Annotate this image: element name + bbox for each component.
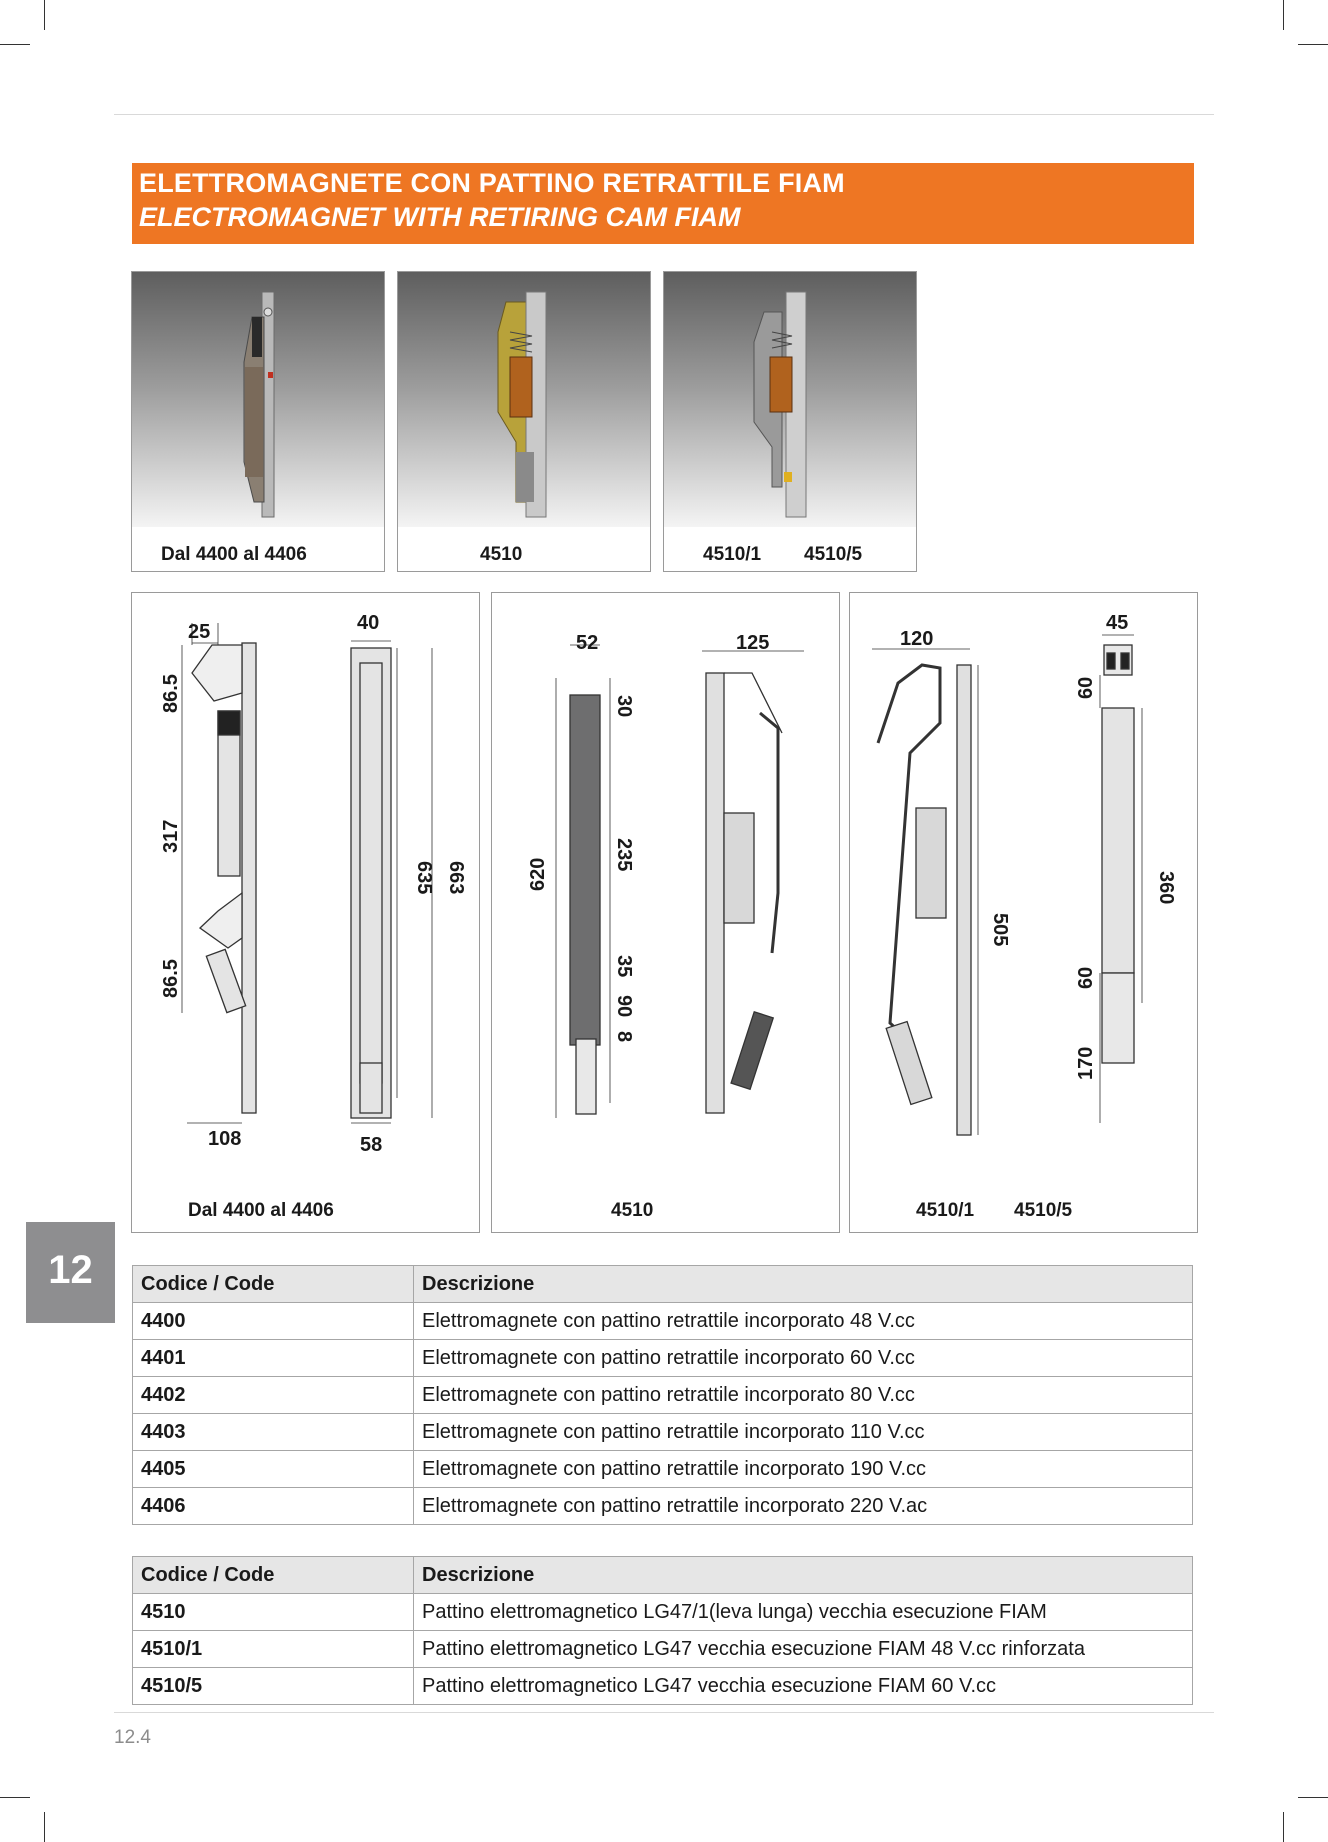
crop-mark <box>1298 44 1328 45</box>
dimension-label: 60 <box>1075 966 1097 989</box>
crop-mark <box>1298 1797 1328 1798</box>
crop-mark <box>44 0 45 30</box>
code-cell: 4400 <box>133 1303 414 1340</box>
photo-caption: 4510/5 <box>804 544 863 565</box>
section-tab <box>26 1222 115 1323</box>
code-cell: 4403 <box>133 1414 414 1451</box>
code-cell: 4402 <box>133 1377 414 1414</box>
dimension-label: 505 <box>989 913 1011 947</box>
technical-drawing-4510 <box>491 592 840 1233</box>
dimension-label: 45 <box>1106 612 1129 634</box>
code-cell: 4510 <box>133 1594 414 1631</box>
code-cell: 4401 <box>133 1340 414 1377</box>
table-row <box>133 1488 1193 1525</box>
drawing-caption: 4510/5 <box>1014 1200 1073 1221</box>
dimension-label: 108 <box>208 1128 242 1150</box>
dimension-label: 125 <box>736 632 770 654</box>
drawing-caption: 4510 <box>611 1200 654 1221</box>
description-cell: Elettromagnete con pattino retrattile incorporato 60 V.cc <box>414 1340 1193 1377</box>
table-row <box>133 1303 1193 1340</box>
dimension-label: 30 <box>613 695 635 718</box>
product-photo-4510-1 <box>663 271 917 572</box>
crop-mark <box>44 1812 45 1842</box>
description-cell: Elettromagnete con pattino retrattile incorporato 48 V.cc <box>414 1303 1193 1340</box>
dimension-label: 35 <box>613 955 635 978</box>
crop-mark <box>1283 0 1284 30</box>
dimension-drawing <box>132 593 481 1234</box>
description-cell: Elettromagnete con pattino retrattile incorporato 190 V.cc <box>414 1451 1193 1488</box>
table-header-row <box>133 1266 1193 1303</box>
description-cell: Pattino elettromagnetico LG47 vecchia esecuzione FIAM 48 V.cc rinforzata <box>414 1631 1193 1668</box>
dimension-label: 235 <box>613 838 635 872</box>
drawing-caption: 4510/1 <box>916 1200 975 1221</box>
dimension-label: 8 <box>613 1031 635 1043</box>
electromagnet-photo-illustration <box>664 272 916 527</box>
table-header-row <box>133 1557 1193 1594</box>
title-english: ELECTROMAGNET WITH RETIRING CAM FIAM <box>139 202 741 232</box>
crop-mark <box>0 1797 30 1798</box>
column-header-description: Descrizione <box>414 1266 1193 1303</box>
table-row <box>133 1668 1193 1705</box>
photo-caption: 4510 <box>480 544 523 565</box>
code-cell: 4510/5 <box>133 1668 414 1705</box>
table-row <box>133 1377 1193 1414</box>
dimension-label: 60 <box>1075 676 1097 699</box>
product-photo-4510 <box>397 271 651 572</box>
code-cell: 4510/1 <box>133 1631 414 1668</box>
table-row <box>133 1340 1193 1377</box>
description-cell: Elettromagnete con pattino retrattile incorporato 220 V.ac <box>414 1488 1193 1525</box>
column-header-description: Descrizione <box>414 1557 1193 1594</box>
description-cell: Pattino elettromagnetico LG47 vecchia esecuzione FIAM 60 V.cc <box>414 1668 1193 1705</box>
dimension-drawing <box>850 593 1199 1234</box>
dimension-label: 635 <box>413 861 435 895</box>
dimension-label: 360 <box>1155 871 1177 905</box>
electromagnet-photo-illustration <box>132 272 384 527</box>
codes-table-4400 <box>132 1265 1193 1525</box>
crop-mark <box>0 44 30 45</box>
dimension-label: 620 <box>527 857 549 891</box>
header-rule <box>114 114 1214 115</box>
dimension-drawing <box>492 593 841 1234</box>
section-number: 12 <box>48 1248 93 1292</box>
dimension-label: 40 <box>357 612 380 634</box>
description-cell: Pattino elettromagnetico LG47/1(leva lunga) vecchia esecuzione FIAM <box>414 1594 1193 1631</box>
description-cell: Elettromagnete con pattino retrattile incorporato 110 V.cc <box>414 1414 1193 1451</box>
code-cell: 4406 <box>133 1488 414 1525</box>
table-row <box>133 1451 1193 1488</box>
dimension-label: 52 <box>576 632 599 654</box>
footer-rule <box>114 1712 1214 1713</box>
column-header-code: Codice / Code <box>133 1557 414 1594</box>
page-number: 12.4 <box>114 1727 151 1748</box>
dimension-label: 86.5 <box>160 959 182 998</box>
dimension-label: 90 <box>613 995 635 1018</box>
column-header-code: Codice / Code <box>133 1266 414 1303</box>
photo-caption: Dal 4400 al 4406 <box>161 544 307 565</box>
codes-table-4510 <box>132 1556 1193 1705</box>
electromagnet-photo-illustration <box>398 272 650 527</box>
technical-drawing-4510-1 <box>849 592 1198 1233</box>
dimension-label: 120 <box>900 628 934 650</box>
dimension-label: 86.5 <box>160 674 182 713</box>
description-cell: Elettromagnete con pattino retrattile incorporato 80 V.cc <box>414 1377 1193 1414</box>
dimension-label: 663 <box>445 861 467 895</box>
dimension-label: 58 <box>360 1134 383 1156</box>
technical-drawing-4400 <box>131 592 480 1233</box>
table-row <box>133 1631 1193 1668</box>
dimension-label: 25 <box>188 621 211 643</box>
dimension-label: 317 <box>160 819 182 853</box>
dimension-label: 170 <box>1075 1046 1097 1080</box>
table-row <box>133 1594 1193 1631</box>
title-banner <box>132 163 1194 244</box>
crop-mark <box>1283 1812 1284 1842</box>
drawing-caption: Dal 4400 al 4406 <box>188 1200 334 1221</box>
code-cell: 4405 <box>133 1451 414 1488</box>
product-photo-4400 <box>131 271 385 572</box>
table-row <box>133 1414 1193 1451</box>
title-italian: ELETTROMAGNETE CON PATTINO RETRATTILE FIAM <box>139 168 845 198</box>
photo-caption: 4510/1 <box>703 544 762 565</box>
